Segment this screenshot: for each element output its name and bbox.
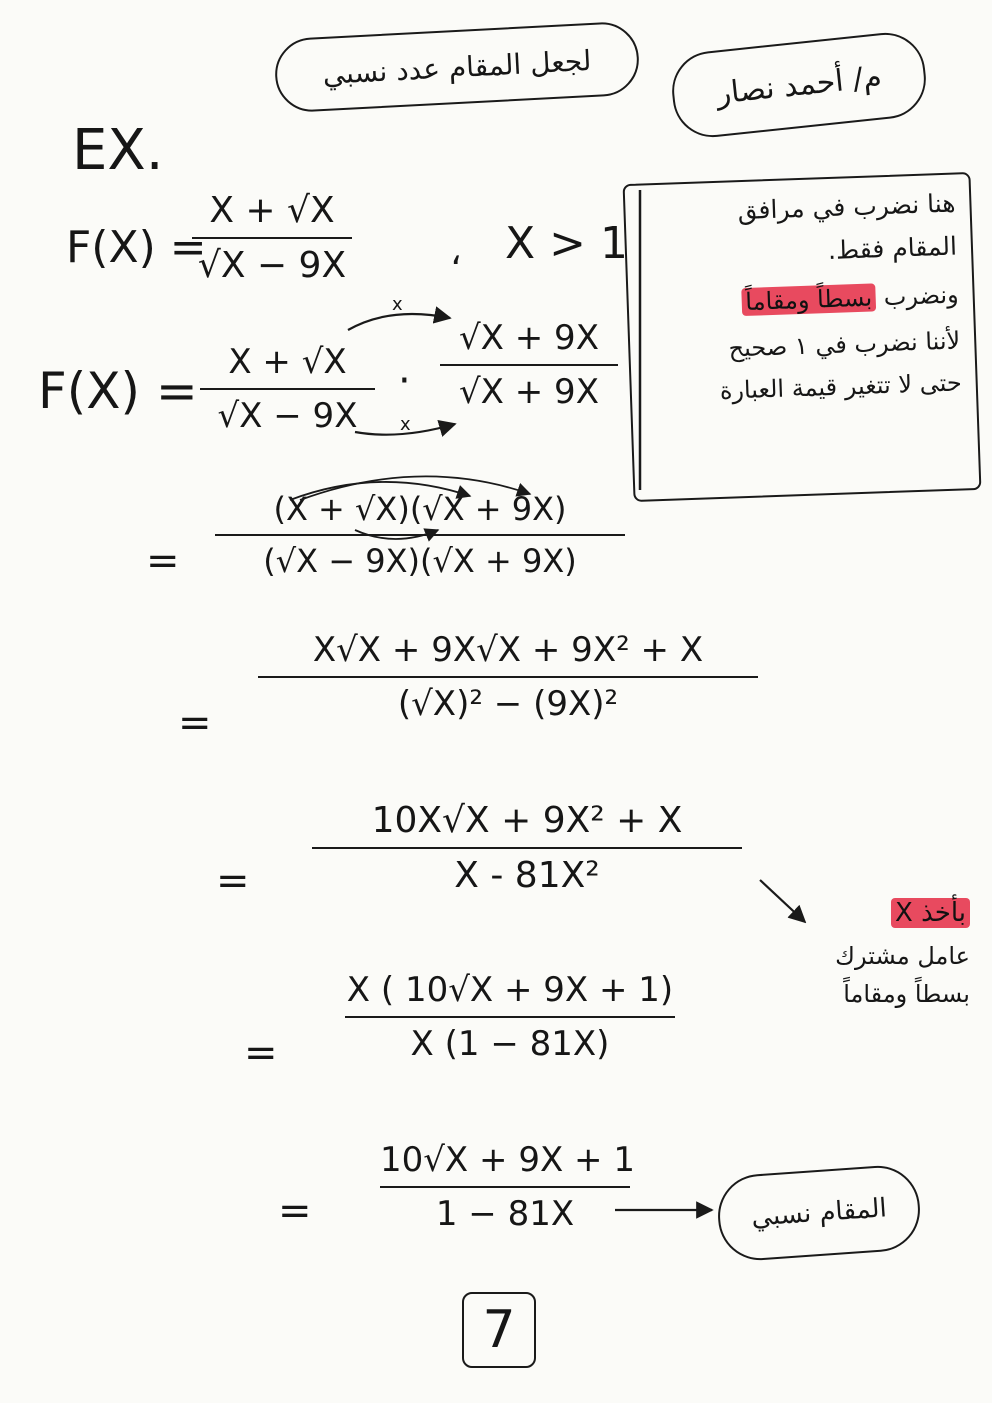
step3-denominator: (√X − 9X)(√X + 9X) xyxy=(263,542,577,580)
step5-numerator: 10X√X + 9X² + X xyxy=(371,800,683,841)
step4-numerator: X√X + 9X√X + 9X² + X xyxy=(312,630,704,670)
condition: X > 1 xyxy=(505,218,628,269)
step1-lhs: F(X) = xyxy=(66,222,207,273)
expand-arrow-1 xyxy=(290,482,470,500)
equals-sign-2: = xyxy=(178,700,212,746)
conjugate-arrow-bottom xyxy=(355,424,455,435)
note-highlight: بسطاً ومقاماً xyxy=(741,283,877,316)
equals-sign-5: = xyxy=(278,1188,312,1234)
page-number: 7 xyxy=(482,1300,516,1360)
condition-separator: ، xyxy=(450,232,462,273)
side-note-line-2: عامل مشترك xyxy=(835,942,970,970)
step2-numerator-1: X + √X xyxy=(228,342,347,382)
note-line-1: هنا نضرب في مرافق xyxy=(737,188,956,226)
equals-sign-4: = xyxy=(244,1030,278,1076)
expand-arrow-2 xyxy=(300,476,530,500)
author-name: م/ أحمد نصار xyxy=(714,58,884,112)
step2-numerator-2: √X + 9X xyxy=(459,318,599,358)
example-label: EX. xyxy=(72,118,164,183)
step4-denominator: (√X)² − (9X)² xyxy=(397,684,619,724)
step2-denominator-1: √X − 9X xyxy=(217,396,358,436)
step2-lhs: F(X) = xyxy=(38,362,198,420)
step7-numerator: 10√X + 9X + 1 xyxy=(380,1140,635,1180)
step6-numerator: X ( 10√X + 9X + 1) xyxy=(346,970,674,1010)
step2-denominator-2: √X + 9X xyxy=(459,372,599,412)
note-line-4: لأننا نضرب في ١ صحيح xyxy=(728,326,961,363)
step7-denominator: 1 − 81X xyxy=(435,1194,575,1234)
conjugate-arrow-top xyxy=(348,314,450,330)
side-note-highlight: بأخذ X xyxy=(891,898,970,928)
side-note-arrow xyxy=(760,880,805,922)
multiply-dot: · xyxy=(398,358,411,404)
step6-denominator: X (1 − 81X) xyxy=(410,1024,610,1064)
step1-numerator: X + √X xyxy=(209,190,335,231)
side-note-line-3: بسطاً ومقاماً xyxy=(843,980,970,1008)
note-line-5: حتى لا تتغير قيمة العبارة xyxy=(719,368,963,405)
page-title: لجعل المقام عدد نسبي xyxy=(321,43,593,91)
expand-arrow-3 xyxy=(355,530,438,539)
note-line-3-pre: ونضرب xyxy=(875,280,960,312)
final-label: المقام نسبي xyxy=(750,1193,888,1233)
step1-denominator: √X − 9X xyxy=(197,245,347,286)
mark-top: x xyxy=(392,294,403,315)
note-line-2: المقام فقط. xyxy=(827,231,958,266)
step5-denominator: X - 81X² xyxy=(454,855,600,896)
equals-sign-3: = xyxy=(216,858,250,904)
mark-bottom: x xyxy=(400,414,411,435)
step3-numerator: (X + √X)(√X + 9X) xyxy=(273,490,567,528)
equals-sign-1: = xyxy=(146,538,180,584)
